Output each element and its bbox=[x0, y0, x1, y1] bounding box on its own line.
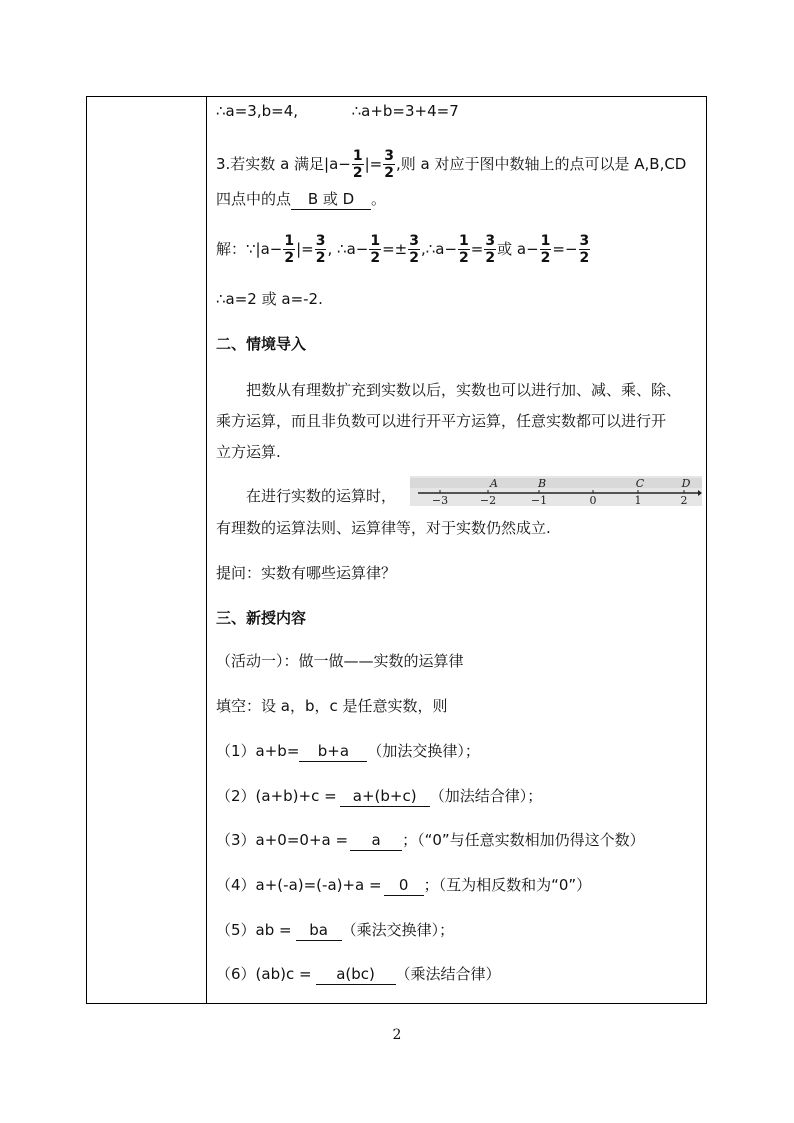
point-label-a: A bbox=[490, 477, 498, 490]
law-6: （6）(ab)c = a(bc) （乘法结合律） bbox=[216, 965, 501, 983]
law-6-answer: a(bc) bbox=[316, 964, 396, 985]
ab-values: ∴a=3,b=4, bbox=[216, 102, 299, 120]
question-3-line1: 3.若实数 a 满足|a− $\frac{1}{2}$ |= $\frac{3}{2}$ ,则 a 对应于图中数轴上的点可以是 A,B,CD bbox=[216, 148, 687, 181]
law-4: （4）a+(-a)=(-a)+a = 0 ；（互为相反数和为“0”） bbox=[216, 876, 592, 894]
law-5-answer: ba bbox=[296, 920, 342, 941]
law-1-answer: b+a bbox=[299, 741, 367, 762]
fill-intro: 填空：设 a，b，c 是任意实数，则 bbox=[216, 697, 448, 715]
paragraph-1-line3: 立方运算. bbox=[216, 443, 281, 461]
number-line-image bbox=[410, 476, 702, 506]
solution-result: ∴a=2 或 a=-2. bbox=[216, 290, 323, 308]
law-1: （1）a+b= b+a （加法交换律）； bbox=[216, 742, 480, 760]
paragraph-2-line2: 有理数的运算法则、运算律等，对于实数仍然成立. bbox=[216, 519, 551, 537]
law-2: （2）(a+b)+c = a+(b+c) （加法结合律）； bbox=[216, 787, 543, 805]
law-3-answer: a bbox=[350, 830, 402, 851]
section-3-title: 三、新授内容 bbox=[216, 609, 307, 627]
page-number: 2 bbox=[392, 1027, 402, 1043]
tick-0: 0 bbox=[589, 494, 597, 506]
paragraph-1-line1: 把数从有理数扩充到实数以后，实数也可以进行加、减、乘、除、 bbox=[246, 381, 682, 399]
activity-title: （活动一）：做一做——实数的运算律 bbox=[216, 652, 464, 670]
paragraph-2-line1: 在进行实数的运算时， bbox=[246, 487, 397, 505]
table-column-divider bbox=[206, 96, 207, 1004]
tick-neg2: −2 bbox=[479, 494, 497, 506]
law-2-answer: a+(b+c) bbox=[340, 786, 430, 807]
fraction-half: $\frac{1}{2}$ bbox=[352, 148, 363, 181]
section-2-title: 二、情境导入 bbox=[216, 335, 307, 353]
question-3-answer: B 或 D bbox=[291, 189, 371, 210]
fraction-three-halves: $\frac{3}{2}$ bbox=[384, 148, 394, 181]
solution-line: 解：∵|a− $\frac{1}{2}$ |= $\frac{3}{2}$ , ∴a− $\frac{1}{2}$ =± $\frac{3}{2}$ ,∴a− $\frac{1}{2}$ = $\frac{3}{2}$ 或 a− $\frac{1}{2}$ =− $\frac{3}{2}$ bbox=[216, 233, 590, 266]
law-5: （5）ab = ba （乘法交换律）； bbox=[216, 921, 455, 939]
ab-line bbox=[216, 100, 459, 122]
point-label-b: B bbox=[537, 477, 547, 490]
point-label-c: C bbox=[635, 477, 645, 490]
law-3: （3）a+0=0+a = a ；（“0”与任意实数相加仍得这个数） bbox=[216, 831, 645, 849]
question-prompt: 提问：实数有哪些运算律？ bbox=[216, 564, 397, 582]
ab-sum: ∴a+b=3+4=7 bbox=[351, 102, 459, 120]
question-3-line2: 四点中的点 B 或 D 。 bbox=[216, 190, 387, 208]
paragraph-1-line2: 乘方运算，而且非负数可以进行开平方运算，任意实数都可以进行开 bbox=[216, 412, 667, 430]
tick-neg1: −1 bbox=[530, 494, 548, 506]
tick-2: 2 bbox=[680, 494, 688, 506]
tick-neg3: −3 bbox=[431, 494, 449, 506]
law-4-answer: 0 bbox=[384, 875, 424, 896]
tick-1: 1 bbox=[634, 494, 642, 506]
point-label-d: D bbox=[681, 477, 691, 490]
